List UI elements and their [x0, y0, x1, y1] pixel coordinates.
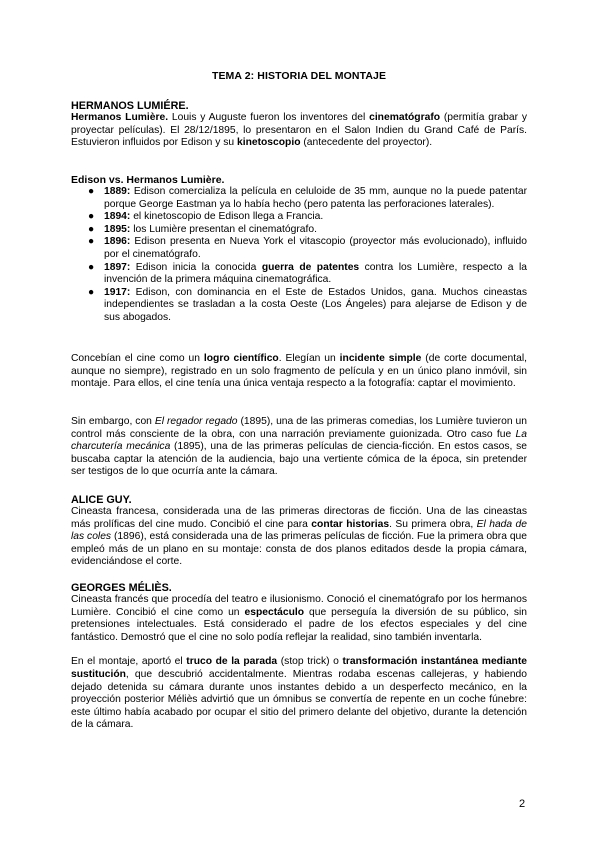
list-item: ● 1889: Edison comercializa la película en celuloide de 35 mm, aunque no la puede patentar porque George Eastman ya lo había hecho (pero patenta las perforaciones laterales). [88, 186, 527, 210]
heading-lumiere: HERMANOS LUMIÉRE. [71, 100, 189, 112]
list-item: ● 1894: el kinetoscopio de Edison llega a Francia. [88, 211, 324, 223]
page-number: 2 [519, 798, 526, 810]
page-title: TEMA 2: HISTORIA DEL MONTAJE [211, 70, 387, 82]
list-item: ● 1895: los Lumière presentan el cinematógrafo. [88, 223, 317, 235]
heading-melies: GEORGES MÉLIÈS. [71, 582, 172, 594]
section-alice-guy [71, 494, 527, 569]
section-edison [71, 174, 527, 325]
heading-edison: Edison vs. Hermanos Lumière. [71, 174, 225, 186]
paragraph-melies-2: En el montaje, aportó el truco de la parada (stop trick) o transformación instantánea mediante sustitución, que descubrió accidentalmente. Mientras rodaba escenas callejeras, y habiendo dejado detenida su cámara durante unos instantes debido a un desperfecto mecánico, en la proyección posterior Méliès advirtió que un ómnibus se convertía de repente en un coche fúnebre: este último había acabado por ocupar el sitio del primero delante del objetivo, durante la detención de la cámara. [71, 656, 527, 731]
timeline-list [71, 186, 527, 325]
list-item: ● 1896: Edison presenta en Nueva York el vitascopio (proyector más evolucionado), influido por el cinematógrafo. [88, 236, 527, 260]
list-item: ● 1897: Edison inicia la conocida guerra de patentes contra los Lumière, respecto a la invención de la primera máquina cinematográfica. [88, 261, 527, 286]
section-melies [71, 582, 527, 732]
paragraph-sin-embargo: Sin embargo, con El regador regado (1895), una de las primeras comedias, los Lumière tuvieron un control más consciente de la obra, con una narración previamente guionizada. Otro caso fue La charcutería mecánica (1895), una de las primeras películas de ciencia-ficción. En estos casos, se buscaba captar la atención de la audiencia, bajo una vertiente cómica de la época, sin pretender ser testigos de lo que ocurría ante la cámara. [71, 416, 527, 478]
heading-alice-guy: ALICE GUY. [71, 494, 132, 506]
section-lumiere [71, 100, 527, 150]
paragraph-alice-guy: Cineasta francesa, considerada una de las primeras directoras de ficción. Una de las cineastas más prolíficas del cine mudo. Concibió el cine para contar historias. Su primera obra, El hada de las coles (1896), está considerada una de las primeras películas de ficción. Fue la primera obra que empleó más de un plano en su montaje: consta de dos planos editados desde la propia cámara, evidenciándose el corte. [71, 506, 528, 568]
paragraph-melies-1: Cineasta francés que procedía del teatro e ilusionismo. Conoció el cinematógrafo por los hermanos Lumière. Concibió el cine como un espectáculo que perseguía la diversión de su público, sin pretensiones intelectuales. Está considerado el padre de los efectos especiales y del cine fantástico. Demostró que el cine no solo podía reflejar la realidad, sino también inventarla. [71, 594, 527, 643]
paragraph-lumiere: Hermanos Lumière. Louis y Auguste fueron los inventores del cinematógrafo (permitía grabar y proyectar películas). El 28/12/1895, lo presentaron en el Salon Indien du Grand Café de París. Estuvieron influidos por Edison y su kinetoscopio (antecedente del proyector). [71, 112, 527, 149]
list-item: ● 1917: Edison, con dominancia en el Este de Estados Unidos, gana. Muchos cineastas independientes se trasladan a la costa Oeste (Los Ángeles) para alejarse de Edison y de sus abogados. [88, 286, 527, 323]
paragraph-concebian: Concebían el cine como un logro científico. Elegían un incidente simple (de corte documental, aunque no siempre), registrado en un solo fragmento de película y en un único plano inmóvil, sin montaje. Para ellos, el cine tenía una única ventaja respecto a la fotografía: captar el movimiento. [71, 353, 527, 390]
